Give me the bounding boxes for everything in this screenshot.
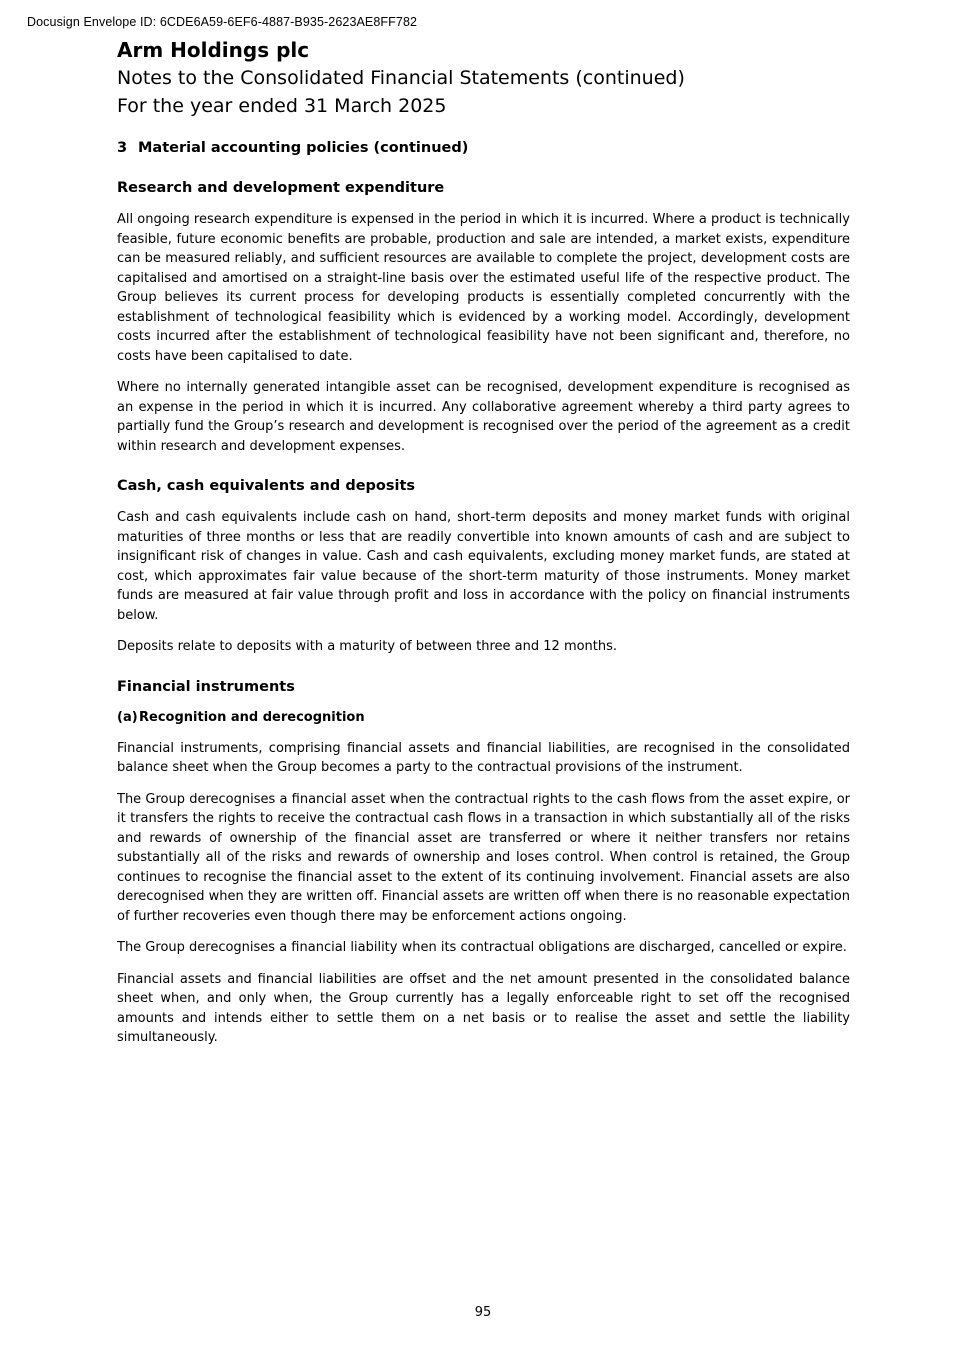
subheading-number: (a) bbox=[117, 709, 138, 725]
document-page bbox=[117, 36, 850, 1060]
financial-instruments-heading: Financial instruments bbox=[117, 678, 295, 695]
financial-paragraph-3: The Group derecognises a financial liability when its contractual obligations are discharged, cancelled or expire. bbox=[117, 940, 847, 955]
section-title-text: Material accounting policies (continued) bbox=[138, 140, 469, 156]
rnd-paragraph-2: Where no internally generated intangible asset can be recognised, development expenditure is recognised as an expense in the period in which it is incurred. Any collaborative agreement whereby a third party agrees to partially fund the Group’s research and development is recognised over the period of the agreement as a credit within research and development expenses. bbox=[117, 380, 850, 454]
section-title bbox=[117, 138, 850, 158]
company-name: Arm Holdings plc bbox=[117, 38, 310, 62]
reporting-period: For the year ended 31 March 2025 bbox=[117, 95, 447, 117]
rnd-paragraph-1: All ongoing research expenditure is expensed in the period in which it is incurred. Where a product is technically feasible, future economic benefits are probable, production and sale are intended, a market exists, expenditure can be measured reliably, and sufficient resources are available to complete the project, development costs are capitalised and amortised on a straight-line basis over the estimated useful life of the respective product. The Group believes its current process for developing products is essentially completed concurrently with the establishment of technological feasibility which is evidenced by a working model. Accordingly, development costs incurred after the establishment of technological feasibility have not been significant and, therefore, no costs have been capitalised to date. bbox=[117, 212, 850, 364]
financial-paragraph-4: Financial assets and financial liabilities are offset and the net amount presented in the consolidated balance sheet when, and only when, the Group currently has a legally enforceable right to set off the recognised amounts and intends either to settle them on a net basis or to realise the asset and settle the liability simultaneously. bbox=[117, 971, 850, 1045]
recognition-subheading bbox=[117, 709, 850, 727]
page-number: 95 bbox=[474, 1305, 492, 1320]
rnd-heading: Research and development expenditure bbox=[117, 180, 445, 196]
document-subtitle: Notes to the Consolidated Financial Statements (continued) bbox=[117, 67, 685, 89]
docusign-envelope-id: Docusign Envelope ID: 6CDE6A59-6EF6-4887-B935-2623AE8FF782 bbox=[27, 15, 418, 29]
subheading-text: Recognition and derecognition bbox=[139, 709, 365, 725]
financial-paragraph-2: The Group derecognises a financial asset when the contractual rights to the cash flows from the asset expire, or it transfers the rights to receive the contractual cash flows in a transaction in which substantially all of the risks and rewards of ownership of the financial asset are transferred or where it neither transfers nor retains substantially all of the risks and rewards of ownership and loses control. When control is retained, the Group continues to recognise the financial asset to the extent of its continuing involvement. Financial assets are also derecognised when they are written off. Financial assets are written off when there is no reasonable expectation of further recoveries even though there may be enforcement actions ongoing. bbox=[117, 791, 850, 924]
financial-paragraph-1: Financial instruments, comprising financial assets and financial liabilities, are recognised in the consolidated balance sheet when the Group becomes a party to the contractual provisions of the instrument. bbox=[117, 740, 850, 775]
cash-paragraph-2: Deposits relate to deposits with a maturity of between three and 12 months. bbox=[117, 639, 618, 654]
section-number: 3 bbox=[117, 140, 128, 156]
cash-heading: Cash, cash equivalents and deposits bbox=[117, 478, 416, 494]
cash-paragraph-1: Cash and cash equivalents include cash on hand, short-term deposits and money market funds with original maturities of three months or less that are readily convertible into known amounts of cash and are subject to insignificant risk of changes in value. Cash and cash equivalents, excluding money market funds, are stated at cost, which approximates fair value because of the short-term maturity of those instruments. Money market funds are measured at fair value through profit and loss in accordance with the policy on financial instruments below. bbox=[117, 510, 850, 623]
